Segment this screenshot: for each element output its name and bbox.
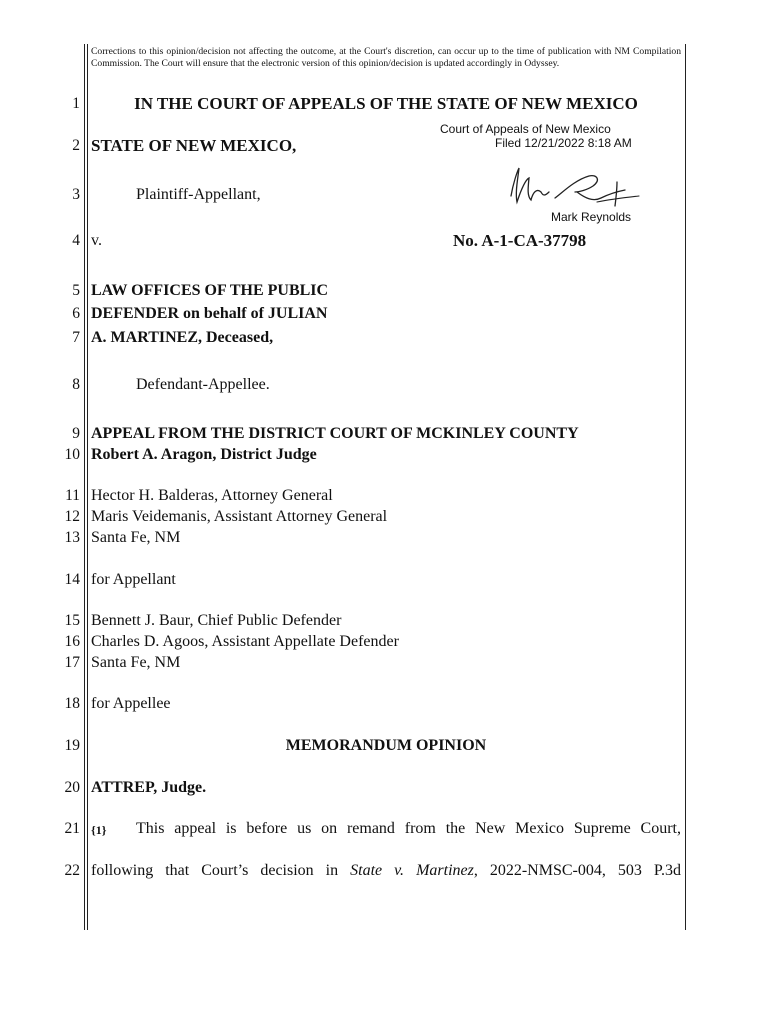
- defendant-line-1: LAW OFFICES OF THE PUBLIC: [91, 282, 329, 299]
- stamp-court: Court of Appeals of New Mexico: [440, 122, 611, 136]
- appellant-counsel-line: Santa Fe, NM: [91, 529, 181, 546]
- line-number: 2: [72, 137, 80, 154]
- appellant-counsel-line: Hector H. Balderas, Attorney General: [91, 487, 333, 504]
- stamp-filed: Filed 12/21/2022 8:18 AM: [495, 136, 632, 150]
- line-number: 6: [72, 305, 80, 322]
- appellant-for: for Appellant: [91, 571, 176, 588]
- line-number: 12: [64, 508, 80, 525]
- right-margin-rule: [685, 44, 686, 930]
- appeal-from: APPEAL FROM THE DISTRICT COURT OF MCKINLEY COUNTY: [91, 425, 579, 442]
- line-number: 8: [72, 376, 80, 393]
- opinion-title: MEMORANDUM OPINION: [285, 737, 487, 754]
- line-number: 22: [64, 862, 80, 879]
- line-number: 1: [72, 95, 80, 112]
- court-heading: IN THE COURT OF APPEALS OF THE STATE OF NEW MEXICO: [134, 94, 638, 113]
- line-number: 4: [72, 232, 80, 249]
- plaintiff-name: STATE OF NEW MEXICO,: [91, 136, 297, 155]
- line-number: 16: [64, 633, 80, 650]
- line-number: 19: [64, 737, 80, 754]
- paragraph-line-2-post: , 2022-NMSC-004, 503 P.3d: [473, 862, 681, 879]
- defendant-role: Defendant-Appellee.: [136, 376, 270, 393]
- stamp-signer: Mark Reynolds: [551, 210, 632, 224]
- signature-image: [493, 162, 643, 210]
- line-number: 13: [64, 529, 80, 546]
- plaintiff-role: Plaintiff-Appellant,: [136, 186, 261, 203]
- paragraph-line-2: [91, 862, 681, 880]
- district-judge: Robert A. Aragon, District Judge: [91, 446, 317, 463]
- left-margin-rule-inner: [87, 44, 88, 930]
- appellee-for: for Appellee: [91, 695, 171, 712]
- line-number: 18: [64, 695, 80, 712]
- line-number: 9: [72, 425, 80, 442]
- appellee-counsel-line: Santa Fe, NM: [91, 654, 181, 671]
- line-number: 10: [64, 446, 80, 463]
- appellee-counsel-line: Charles D. Agoos, Assistant Appellate Defender: [91, 633, 399, 650]
- defendant-line-3: A. MARTINEZ, Deceased,: [91, 329, 274, 346]
- case-number: No. A-1-CA-37798: [453, 231, 587, 250]
- versus: v.: [91, 232, 102, 249]
- paragraph-line-2-pre: following that Court’s decision in: [91, 862, 351, 879]
- line-number: 3: [72, 186, 80, 203]
- line-number: 21: [64, 820, 80, 837]
- line-number: 14: [64, 571, 80, 588]
- line-number: 5: [72, 282, 80, 299]
- defendant-line-2: DEFENDER on behalf of JULIAN: [91, 305, 328, 322]
- line-number: 7: [72, 329, 80, 346]
- line-number: 11: [65, 487, 80, 504]
- line-number: 15: [64, 612, 80, 629]
- line-number: 17: [64, 654, 80, 671]
- paragraph-line-1: This appeal is before us on remand from the New Mexico Supreme Court,: [136, 820, 681, 837]
- appellant-counsel-line: Maris Veidemanis, Assistant Attorney General: [91, 508, 388, 525]
- case-citation-name: State v. Martinez: [350, 862, 474, 879]
- appellee-counsel-line: Bennett J. Baur, Chief Public Defender: [91, 612, 342, 629]
- line-number: 20: [64, 779, 80, 796]
- paragraph-marker: {1}: [91, 823, 107, 837]
- corrections-notice: Corrections to this opinion/decision not affecting the outcome, at the Court's discretion, can occur up to the time of publication with NM Compilation Commission. The Court will ensure that the electronic version of this opinion/decision is updated accordingly in Odyssey.: [91, 46, 681, 69]
- left-margin-rule-outer: [84, 44, 85, 930]
- author-judge: ATTREP, Judge.: [91, 779, 207, 796]
